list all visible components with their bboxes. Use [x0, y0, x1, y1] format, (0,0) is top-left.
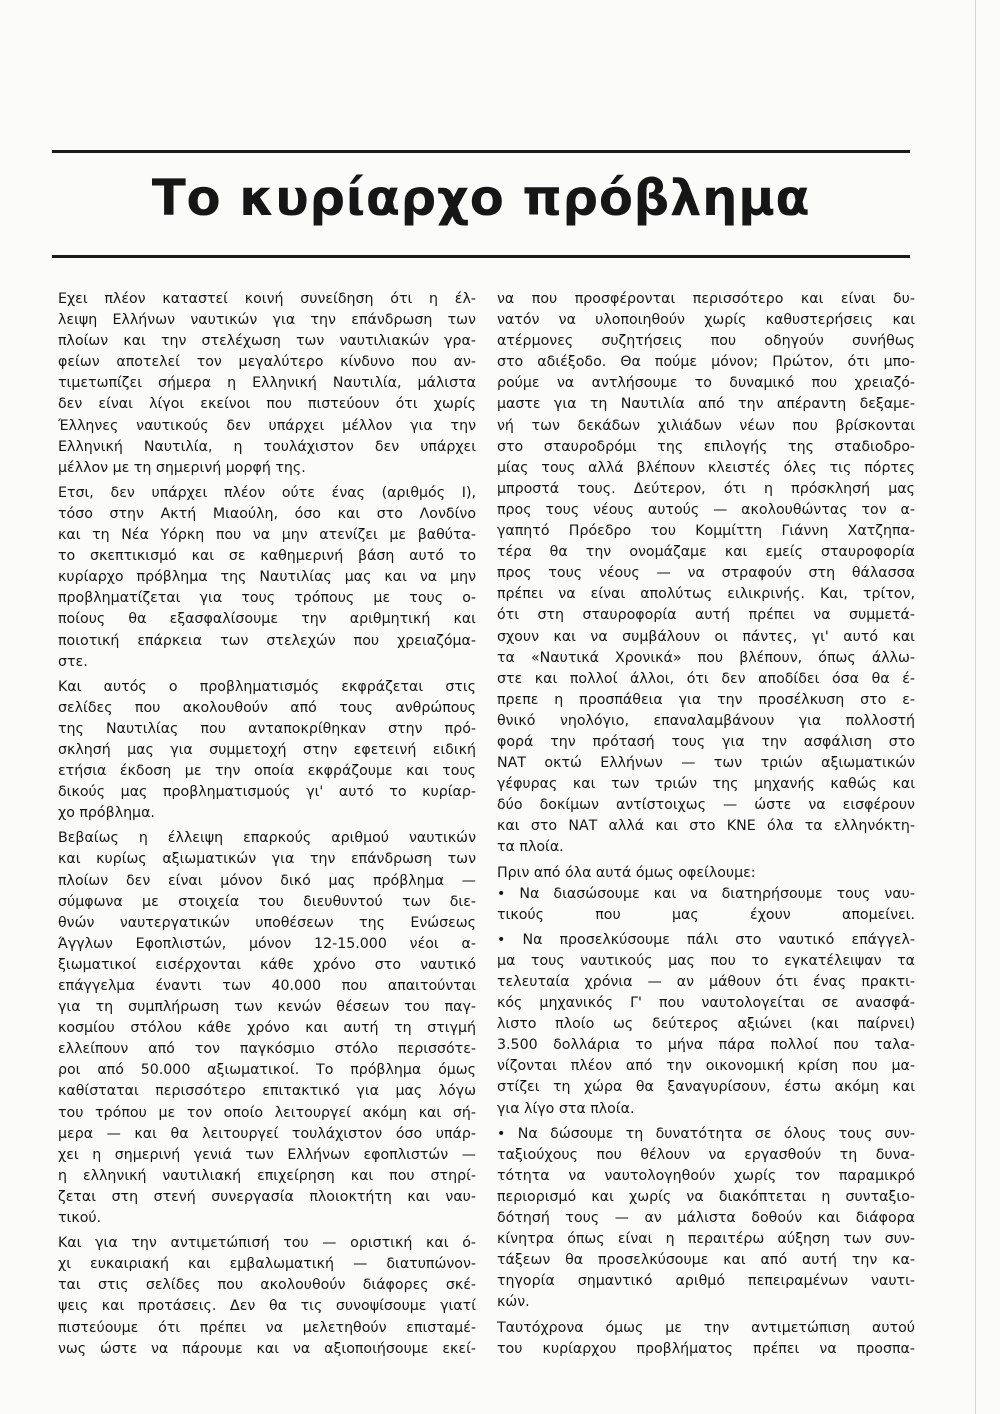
- text-line: ταξιούχους που θέλουν να εργασθούν τη δυνα-: [497, 1146, 915, 1163]
- text-line: χο πρόβλημα.: [58, 805, 155, 822]
- text-line: φορά την πρότασή τους για την ασφάλιση στο: [497, 733, 915, 750]
- text-line: στε.: [58, 653, 88, 670]
- text-line: θνικό νηολόγιο, επαναλαμβάνουν για πολλοστή: [497, 712, 915, 729]
- text-line: Πριν από όλα αυτά όμως οφείλουμε:: [497, 864, 756, 881]
- text-line: τελευταία χρόνια — αν μάθουν ότι ένας πρακτι-: [497, 974, 915, 990]
- text-line: Και αυτός ο προβληματισμός εκφράζεται στις: [58, 678, 476, 695]
- text-line: ελλείπουν από τον παγκόσμιο στόλο περισσότε-: [58, 1041, 476, 1058]
- text-line: επάγγελμα έναντι των 40.000 που απαιτούνται: [58, 978, 476, 994]
- text-line: γέφυρας και των τριών της μηχανής καθώς και: [497, 776, 915, 793]
- text-line: για τη συμπλήρωση των κενών θέσεων του παγ-: [58, 999, 476, 1016]
- text-line: ατέρμονες συζητήσεις που οδηγούν συνήθως: [497, 333, 915, 350]
- text-line: μαστε για τη Ναυτιλία από την απέραντη δεξαμε-: [497, 396, 915, 413]
- text-line: ζεται στη στενή συνεργασία πλοιοκτήτη και ναυ-: [58, 1188, 476, 1205]
- text-line: ροι από 50.000 αξιωματικοί. Το πρόβλημα όμως: [58, 1062, 476, 1079]
- text-line: Άγγλων Εφοπλιστών, μόνον 12-15.000 νέοι α-: [58, 935, 476, 952]
- text-line: του κυρίαρχου προβλήματος πρέπει να προσπα-: [497, 1340, 915, 1357]
- text-line: τα πλοία.: [497, 839, 564, 856]
- paragraph: [497, 863, 915, 926]
- text-line: το σκεπτικισμό και σε καθημερινή βάση αυτό το: [58, 548, 476, 565]
- text-line: ποιοτική επάρκεια των στελεχών που χρειαζόμα-: [58, 632, 476, 649]
- text-line: πλοίων δεν είναι μόνον δικό μας πρόβλημα —: [58, 872, 476, 889]
- text-line: Βεβαίως η έλλειψη επαρκούς αριθμού ναυτικών: [58, 830, 476, 847]
- text-line: χι ευκαιριακή και εμβαλωματική — διατυπώνον-: [58, 1256, 476, 1273]
- text-line: της Ναυτιλίας που ανταποκρίθηκαν στην πρό-: [58, 720, 476, 737]
- text-line: μίας τους αλλά βλέπουν κλειστές όλες τις πόρτες: [497, 459, 915, 476]
- text-line: φείων αποτελεί τον μεγαλύτερο κίνδυνο που αν-: [58, 354, 476, 371]
- text-line: σκλησή μας για συμμετοχή στην εφετεινή ειδική: [58, 741, 476, 758]
- text-line: δεν είναι λίγοι εκείνοι που πιστεύουν ότι χωρίς: [58, 396, 476, 413]
- text-line: τόσο στην Ακτή Μιαούλη, όσο και στο Λονδίνο: [58, 505, 476, 522]
- text-line: και τη Νέα Υόρκη που να μην ατενίζει με βαθύτα-: [58, 527, 476, 544]
- paragraph: [497, 930, 915, 1120]
- paragraph: [58, 828, 476, 1229]
- text-line: ρούμε να αντλήσουμε το δυναμικό που χρειαζό-: [497, 375, 915, 392]
- text-line: θνών ναυτεργατικών υποθέσεων της Ενώσεως: [58, 914, 476, 931]
- text-line: σύμφωνα με στοιχεία του διευθυντού των διε-: [58, 893, 476, 910]
- article-title: Το κυρίαρχο πρόβλημα: [151, 169, 811, 227]
- paragraph: [58, 1233, 476, 1360]
- text-line: ξιωματικοί εισέρχονται κάθε χρόνο στο ναυτικό: [58, 956, 476, 973]
- title-bottom-rule: [52, 255, 910, 258]
- text-line: νίζονται πλέον από την οικονομική κρίση που μα-: [497, 1058, 915, 1075]
- text-line: χει η σημερινή γενιά των Ελλήνων εφοπλιστών —: [58, 1146, 476, 1163]
- paragraph: [497, 1318, 915, 1360]
- text-line: τικούς που μας έχουν απομείνει.: [497, 906, 915, 923]
- text-line: Ελληνική Ναυτιλία, η τουλάχιστον δεν υπάρχει: [58, 438, 476, 455]
- text-line: δικούς μας προβληματισμούς γι' αυτό το κυρίαρ-: [58, 784, 476, 801]
- text-line: τάξεων θα προσελκύσουμε και από αυτή την κα-: [497, 1252, 915, 1269]
- text-line: τέρα θα την ονομάζαμε και εμείς σταυροφορία: [497, 544, 915, 561]
- text-line: Και για την αντιμετώπισή του — οριστική και ό-: [58, 1235, 476, 1252]
- text-line: Ετσι, δεν υπάρχει πλέον ούτε ένας (αριθμός Ι),: [58, 484, 476, 501]
- text-line: σχουν και να συμβάλουν οι πάντες, γι' αυτό και: [497, 628, 915, 645]
- text-line: τηγορία σημαντικό αριθμό πεπειραμένων ναυτι-: [497, 1273, 915, 1290]
- text-line: ται στις σελίδες που ακολουθούν διάφορες σκέ-: [58, 1277, 476, 1294]
- text-line: μα τους ναυτικούς μας που το εγκατέλειψαν τα: [497, 952, 915, 969]
- text-line: καθίσταται περισσότερο επιτακτικό για μας λόγω: [58, 1083, 476, 1100]
- paragraph: [58, 289, 476, 479]
- text-line: Έλληνες ναυτικούς δεν υπάρχει μέλλον για την: [58, 417, 476, 434]
- text-line: σελίδες που ακολουθούν από τους ανθρώπους: [58, 699, 476, 716]
- paragraph: [58, 483, 476, 673]
- text-line: η ελληνική ναυτιλιακή επιχείρηση και που στηρί-: [58, 1167, 476, 1184]
- text-line: ΝΑΤ οκτώ Ελλήνων — των τριών αξιωματικών: [497, 755, 915, 772]
- text-line: ότι στη σταυροφορία αυτή πρέπει να συμμετά-: [497, 607, 915, 624]
- page-edge: [975, 0, 976, 1414]
- text-line: του τρόπου με τον οποίο λειτουργεί ακόμη και σή-: [58, 1104, 476, 1121]
- text-line: πιστεύουμε ότι πρέπει να μελετηθούν επισταμέ-: [58, 1319, 476, 1336]
- text-line: • Να διασώσουμε και να διατηρήσουμε τους ναυ-: [497, 885, 915, 902]
- text-line: κυρίαρχο πρόβλημα της Ναυτιλίας μας και να μην: [58, 569, 476, 586]
- text-line: νή των δεκάδων χιλιάδων νέων που βρίσκονται: [497, 417, 915, 434]
- paragraph: [497, 289, 915, 859]
- text-line: στο σταυροδρόμι της επιλογής της σταδιοδρο-: [497, 438, 915, 455]
- paragraph: [497, 1124, 915, 1314]
- text-line: κών.: [497, 1294, 530, 1311]
- right-text-column: [497, 289, 915, 1360]
- text-line: δύο δοκίμων αντίστοιχως — ώστε να εισφέρουν: [497, 797, 915, 814]
- text-line: 3.500 δολλάρια το μήνα πάρα πολλοί που ταλα-: [497, 1037, 915, 1054]
- text-line: μέλλον με τη σημερινή μορφή της.: [58, 459, 306, 476]
- text-line: κοσμίου στόλου κάθε χρόνο και αυτή τη στιγμή: [58, 1020, 476, 1037]
- text-line: και κυρίως αξιωματικών για την επάνδρωση των: [58, 851, 476, 868]
- text-line: λιστο πλοίο ως δεύτερος αξιώνει (και παίρνει): [497, 1016, 915, 1033]
- text-line: νως ώστε να πάρουμε και να αξιοποιήσουμε εκεί-: [58, 1340, 476, 1357]
- text-line: τικού.: [58, 1210, 102, 1227]
- text-line: μερα — και θα λειτουργεί τουλάχιστον όσο υπάρ-: [58, 1125, 476, 1142]
- text-line: στε και πολλοί άλλοι, ότι δεν αποδίδει όσα θα έ-: [497, 670, 915, 687]
- text-line: και στο ΝΑΤ αλλά και στο ΚΝΕ όλα τα ελληνόκτη-: [497, 818, 915, 835]
- paragraph: [58, 677, 476, 825]
- text-line: νατόν να υλοποιηθούν χωρίς καθυστερήσεις και: [497, 312, 915, 329]
- text-line: μπροστά τους. Δεύτερον, ότι η πρόσκλησή μας: [497, 480, 915, 497]
- text-line: τότητα να ναυτολογηθούν χωρίς τον παραμικρό: [497, 1167, 915, 1184]
- text-line: πρεπε η προσπάθεια για την προσέλκυση στο ε-: [497, 691, 915, 708]
- text-line: κίνητρα όπως είναι η περαιτέρω αύξηση των συν-: [497, 1231, 915, 1248]
- text-line: ποίους θα εξασφαλίσουμε την αριθμητική και: [58, 611, 476, 628]
- text-line: στίζει τη χώρα θα ξαναγυρίσουν, έστω ακόμη και: [497, 1079, 915, 1096]
- text-line: • Να προσελκύσουμε πάλι στο ναυτικό επάγγελ-: [497, 931, 915, 948]
- text-line: τα «Ναυτικά Χρονικά» που βλέπουν, όπως άλλω-: [497, 649, 915, 666]
- text-line: πλοίων και την στελέχωση των ναυτιλιακών γρα-: [58, 333, 476, 350]
- text-line: στο αδιέξοδο. Θα πούμε μόνον; Πρώτον, ότι μπο-: [497, 354, 915, 371]
- text-line: προς τους νέους — να στραφούν στη θάλασσα: [497, 565, 915, 582]
- text-line: για λίγο στα πλοία.: [497, 1100, 635, 1117]
- left-text-column: [58, 289, 476, 1360]
- text-line: περιορισμό και χωρίς να διακόπτεται η συνταξιο-: [497, 1188, 915, 1205]
- text-line: λειψη Ελλήνων ναυτικών για την επάνδρωση των: [58, 312, 476, 329]
- text-line: ψεις και προτάσεις. Δεν θα τις συνοψίσουμε γιατί: [58, 1298, 476, 1315]
- text-line: • Να δώσουμε τη δυνατότητα σε όλους τους συν-: [497, 1125, 915, 1142]
- text-line: γαπητό Πρόεδρο του Κομμίττη Γιάννη Χατζηπα-: [497, 523, 915, 540]
- text-line: Ταυτόχρονα όμως με την αντιμετώπιση αυτού: [497, 1319, 915, 1336]
- text-line: δότησή τους — αν μάλιστα δοθούν και διάφορα: [497, 1210, 915, 1227]
- text-line: προς τους νέους αυτούς — ακολουθώντας τον α-: [497, 501, 915, 518]
- text-line: να που προσφέρονται περισσότερο και είναι δυ-: [497, 291, 915, 307]
- text-line: Εχει πλέον καταστεί κοινή συνείδηση ότι η έλ-: [58, 291, 476, 307]
- text-line: ετήσια έκδοση με την οποία εκφράζουμε και τους: [58, 763, 476, 780]
- text-line: προβληματίζεται για τους τρόπους με τους ο-: [58, 590, 476, 607]
- text-line: κός μηχανικός Γ' που ναυτολογείται σε ανασφά-: [497, 995, 915, 1012]
- title-top-rule: [52, 150, 910, 153]
- text-line: τιμετωπίζει σήμερα η Ελληνική Ναυτιλία, μάλιστα: [58, 375, 476, 392]
- text-line: πρέπει να είναι απολύτως ειλικρινής. Και, τρίτον,: [497, 586, 915, 603]
